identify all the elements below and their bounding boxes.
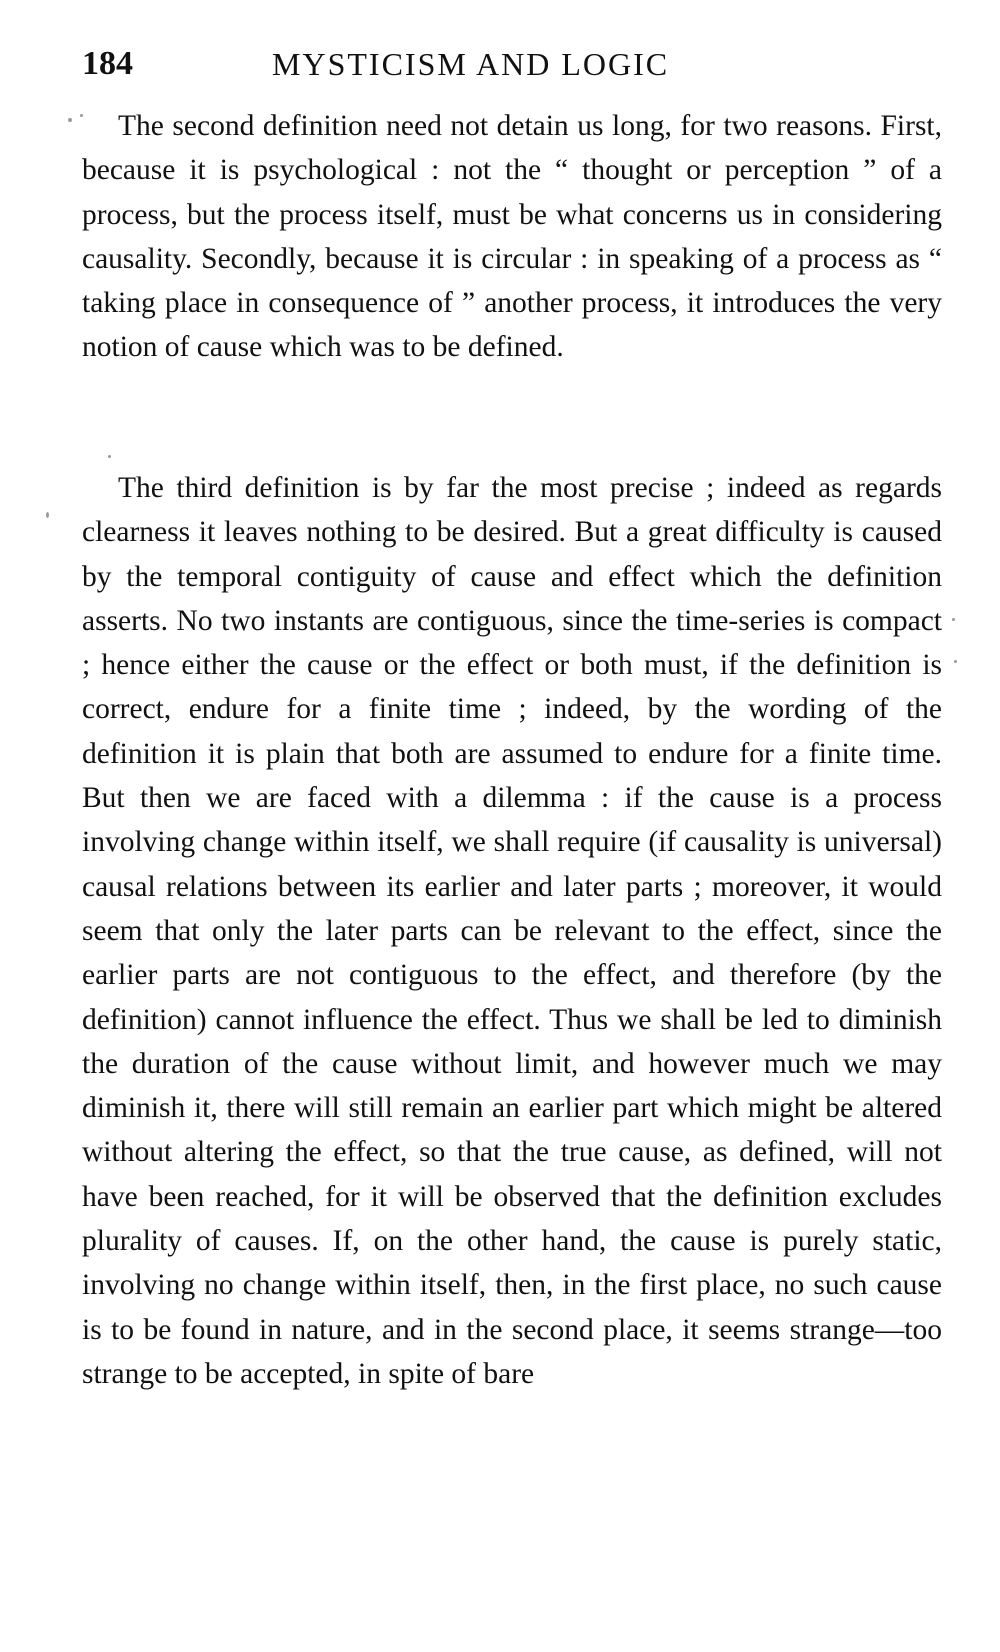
paragraph-third-definition: The third definition is by far the most precise ; indeed as regards clearness it leaves nothing to be desired. But a great difficulty is caused by the temporal contiguity of cause and effect which the definition asserts. No two instants are contiguous, since the time-series is compact ; hence either the cause or the effect or both must, if the definition is correct, endure for a finite time ; indeed, by the wording of the definition it is plain that both are assumed to endure for a finite time. But then we are faced with a dilemma : if the cause is a process involving change within itself, we shall require (if causality is universal) causal relations between its earlier and later parts ; moreover, it would seem that only the later parts can be relevant to the effect, since the earlier parts are not contiguous to the effect, and therefore (by the definition) cannot influence the effect. Thus we shall be led to diminish the duration of the cause without limit, and however much we may diminish it, there will still remain an earlier part which might be altered without altering the effect, so that the true cause, as defined, will not have been reached, for it will be observed that the definition excludes plurality of causes. If, on the other hand, the cause is purely static, involving no change within itself, then, in the first place, no such cause is to be found in nature, and in the second place, it seems strange—too strange to be accepted, in spite of bare — [82, 472, 942, 1390]
scan-speck — [954, 660, 957, 663]
book-title: MYSTICISM AND LOGIC — [272, 46, 670, 82]
scan-speck — [108, 455, 111, 458]
scan-speck — [952, 618, 955, 621]
paragraph-second-definition: The second definition need not detain us long, for two reasons. First, because it is psychological : not the “ thought or perception ” of a process, but the process itself, must be what concerns us in considering causality. Secondly, because it is circular : in speaking of a process as “ taking place in consequence of ” another process, it introduces the very notion of cause which was to be defined. — [82, 110, 942, 364]
scan-speck — [80, 114, 83, 117]
scan-speck — [68, 118, 72, 122]
running-head — [82, 40, 942, 88]
body-text — [82, 104, 942, 1396]
page-number: 184 — [82, 45, 133, 82]
scan-speck — [46, 512, 49, 518]
